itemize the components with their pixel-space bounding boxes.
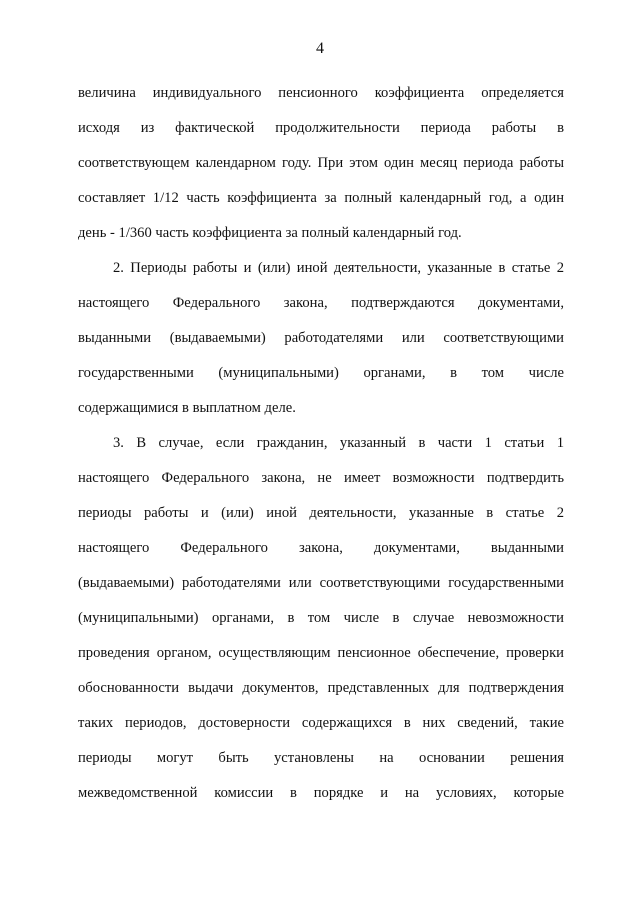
paragraph-1-line-4: составляет 1/12 часть коэффициента за полный календарный год, а один bbox=[78, 190, 564, 206]
paragraph-3-line-5: (выдаваемыми) работодателями или соответствующими государственными bbox=[78, 575, 564, 591]
paragraph-2-line-1: 2. Периоды работы и (или) иной деятельности, указанные в статье 2 bbox=[113, 260, 564, 276]
paragraph-1-line-2: исходя из фактической продолжительности периода работы в bbox=[78, 120, 564, 136]
paragraph-3-line-2: настоящего Федерального закона, не имеет возможности подтвердить bbox=[78, 470, 564, 486]
paragraph-2-line-4: государственными (муниципальными) органами, в том числе bbox=[78, 365, 564, 381]
paragraph-1-line-1: величина индивидуального пенсионного коэффициента определяется bbox=[78, 85, 564, 101]
paragraph-2-line-2: настоящего Федерального закона, подтверждаются документами, bbox=[78, 295, 564, 311]
paragraph-3-line-10: периоды могут быть установлены на основании решения bbox=[78, 750, 564, 766]
paragraph-3-line-7: проведения органом, осуществляющим пенсионное обеспечение, проверки bbox=[78, 645, 564, 661]
paragraph-2-line-5: содержащимися в выплатном деле. bbox=[78, 400, 296, 416]
paragraph-3-line-1: 3. В случае, если гражданин, указанный в части 1 статьи 1 bbox=[113, 435, 564, 451]
paragraph-3-line-3: периоды работы и (или) иной деятельности, указанные в статье 2 bbox=[78, 505, 564, 521]
paragraph-3-line-11: межведомственной комиссии в порядке и на условиях, которые bbox=[78, 785, 564, 801]
paragraph-3-line-6: (муниципальными) органами, в том числе в случае невозможности bbox=[78, 610, 564, 626]
paragraph-3-line-9: таких периодов, достоверности содержащихся в них сведений, такие bbox=[78, 715, 564, 731]
paragraph-1-line-5: день - 1/360 часть коэффициента за полный календарный год. bbox=[78, 225, 462, 241]
page-number: 4 bbox=[316, 40, 324, 57]
paragraph-2-line-3: выданными (выдаваемыми) работодателями или соответствующими bbox=[78, 330, 564, 346]
paragraph-3-line-4: настоящего Федерального закона, документами, выданными bbox=[78, 540, 564, 556]
paragraph-3-line-8: обоснованности выдачи документов, представленных для подтверждения bbox=[78, 680, 564, 696]
paragraph-1-line-3: соответствующем календарном году. При этом один месяц периода работы bbox=[78, 155, 564, 171]
